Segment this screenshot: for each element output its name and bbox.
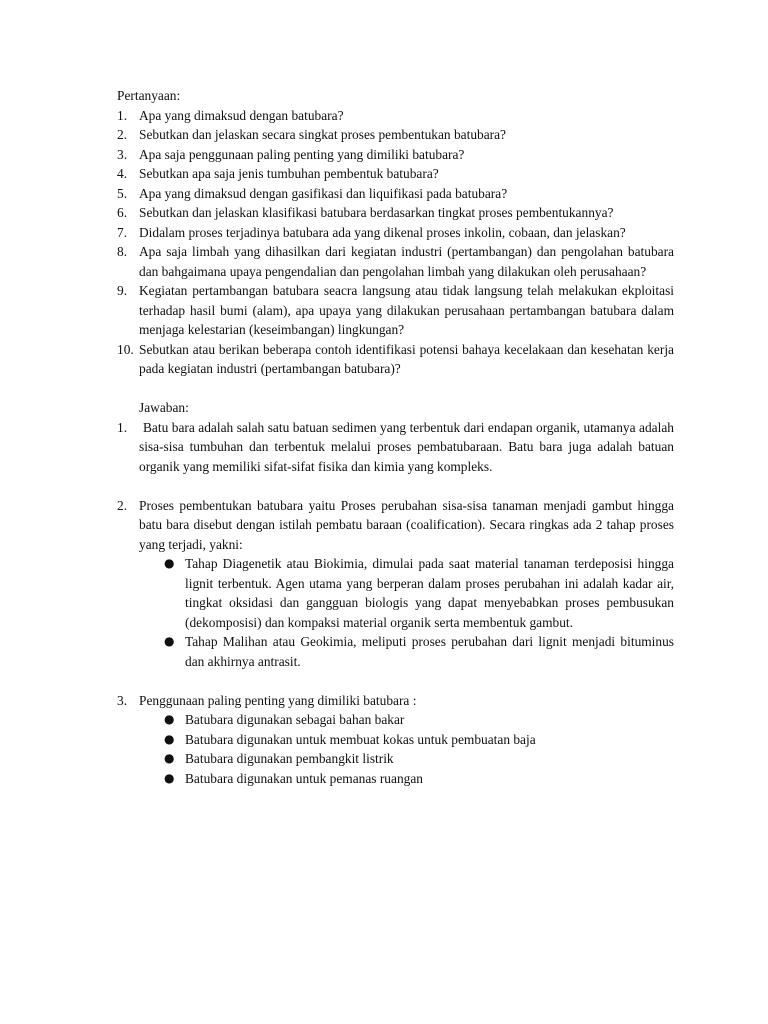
question-text: Sebutkan dan jelaskan secara singkat proses pembentukan batubara?	[139, 127, 506, 142]
question-number: 10.	[117, 341, 134, 357]
answer-text: Proses pembentukan batubara yaitu Proses perubahan sisa-sisa tanaman menjadi gambut hingga batu bara disebut dengan istilah pembatu baraan (coalification). Secara ringkas ada 2 tahap proses yang terjadi, yakni:	[139, 497, 674, 552]
bullet-text: Batubara digunakan sebagai bahan bakar	[185, 712, 405, 727]
question-number: 4.	[117, 166, 128, 181]
bullet-icon: ●	[164, 556, 175, 570]
question-text: Apa yang dimaksud dengan gasifikasi dan liquifikasi pada batubara?	[139, 185, 508, 201]
bullet-icon: ●	[164, 712, 175, 726]
question-text: Didalam proses terjadinya batubara ada yang dikenal proses inkolin, cobaan, dan jelaskan?	[139, 224, 626, 240]
answer-number: 2.	[117, 497, 128, 513]
question-text: Sebutkan apa saja jenis tumbuhan pembentuk batubara?	[139, 166, 439, 181]
question-text: Apa saja penggunaan paling penting yang dimiliki batubara?	[139, 146, 465, 162]
question-item	[117, 164, 674, 184]
question-number: 8.	[117, 244, 128, 259]
bullet-icon: ●	[164, 731, 175, 746]
answer-1	[117, 418, 674, 477]
answers-heading: Jawaban:	[139, 400, 189, 415]
question-text: Kegiatan pertambangan batubara seacra langsung atau tidak langsung telah melakukan ekploitasi terhadap hasil bumi (alam), apa upaya yang dilakukan perusahaan pertambangan batubara dalam menjaga kelestarian (keseimbangan) lingkungan?	[139, 283, 674, 337]
question-item	[117, 145, 674, 165]
answer-2	[117, 496, 674, 555]
bullet-item	[164, 554, 674, 632]
bullet-text: Batubara digunakan pembangkit listrik	[185, 751, 394, 766]
question-item	[117, 184, 674, 204]
answer-number: 3.	[117, 692, 128, 708]
question-text: Sebutkan atau berikan beberapa contoh identifikasi potensi bahaya kecelakaan dan kesehatan kerja pada kegiatan industri (pertambangan batubara)?	[139, 341, 674, 376]
question-text: Apa saja limbah yang dihasilkan dari kegiatan industri (pertambangan) dan pengolahan batubara dan bahgaimana upaya pengendalian dan pengolahan limbah yang dilakukan oleh perusahaan?	[139, 244, 674, 279]
bullet-text: Tahap Malihan atau Geokimia, meliputi proses perubahan dari lignit menjadi bituminus dan akhirnya antrasit.	[185, 634, 674, 669]
bullet-item	[164, 632, 674, 671]
question-number: 7.	[117, 224, 128, 240]
spacer	[117, 476, 674, 496]
answer-number: 1.	[117, 419, 128, 435]
question-item	[117, 340, 674, 379]
bullet-icon: ●	[164, 634, 175, 648]
bullet-item	[164, 769, 674, 789]
answer-2-bullets	[117, 554, 674, 671]
question-number: 5.	[117, 185, 128, 201]
question-item	[117, 242, 674, 281]
question-number: 1.	[117, 107, 128, 123]
question-number: 3.	[117, 146, 128, 162]
answer-text: Penggunaan paling penting yang dimiliki batubara :	[139, 692, 417, 708]
spacer	[117, 671, 674, 691]
bullet-text: Batubara digunakan untuk pemanas ruangan	[185, 770, 423, 786]
bullet-text: Tahap Diagenetik atau Biokimia, dimulai pada saat material tanaman terdeposisi hingga lignit terbentuk. Agen utama yang berperan dalam proses perubahan ini adalah kadar air, tingkat oksidasi dan gangguan biologis yang dapat menyebabkan proses pembusukan (dekomposisi) dan kompaksi material organik serta membentuk gambut.	[185, 556, 674, 630]
question-item	[117, 223, 674, 243]
spacer	[117, 379, 674, 399]
bullet-icon: ●	[164, 751, 175, 765]
question-number: 6.	[117, 205, 128, 220]
questions-heading: Pertanyaan:	[117, 88, 181, 103]
question-number: 9.	[117, 283, 128, 298]
question-item	[117, 125, 674, 145]
bullet-item	[164, 710, 674, 730]
answer-text: Batu bara adalah salah satu batuan sedimen yang terbentuk dari endapan organik, utamanya adalah sisa-sisa tumbuhan dan terbentuk melalui proses pembatubaraan. Batu bara juga adalah batuan organik yang memiliki sifat-sifat fisika dan kimia yang kompleks.	[139, 419, 674, 474]
answer-3-bullets	[117, 710, 674, 788]
answer-3	[117, 691, 674, 711]
question-item	[117, 281, 674, 340]
bullet-icon: ●	[164, 770, 175, 785]
question-item	[117, 106, 674, 126]
question-number: 2.	[117, 127, 128, 142]
question-text: Sebutkan dan jelaskan klasifikasi batubara berdasarkan tingkat proses pembentukannya?	[139, 205, 614, 220]
bullet-item	[164, 749, 674, 769]
bullet-text: Batubara digunakan untuk membuat kokas untuk pembuatan baja	[185, 731, 536, 747]
document-body	[117, 86, 674, 788]
bullet-item	[164, 730, 674, 750]
question-text: Apa yang dimaksud dengan batubara?	[139, 107, 344, 123]
question-item	[117, 203, 674, 223]
questions-list	[117, 106, 674, 379]
